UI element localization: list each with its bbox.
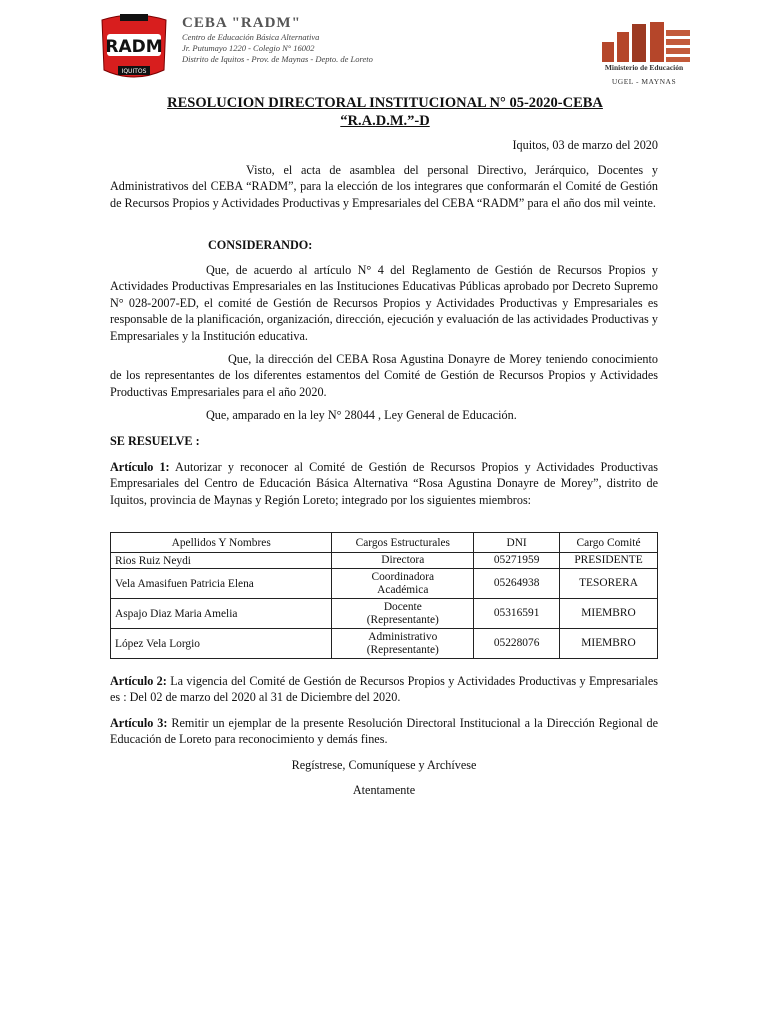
- member-dni: 05264938: [474, 569, 560, 599]
- member-dni: 05228076: [474, 629, 560, 659]
- organization-header: [182, 14, 442, 65]
- closing-line: Regístrese, Comuníquese y Archívese: [291, 758, 477, 772]
- org-line-2: Jr. Putumayo 1220 - Colegio N° 16002: [182, 43, 315, 53]
- ugel-name: UGEL - MAYNAS: [611, 77, 677, 86]
- member-cargo: [332, 553, 474, 569]
- cargo-line-2: Académica: [377, 583, 429, 596]
- member-cargo: [332, 569, 474, 599]
- header-cargos: Cargos Estructurales: [332, 533, 474, 553]
- logo-subtext: IQUITOS: [121, 68, 147, 75]
- considerando-paragraph-2: Que, la dirección del CEBA Rosa Agustina Donayre de Morey teniendo conocimiento de los representantes de los diferentes estamentos del Comité de Gestión de Recursos Propios y Actividades Productivas Empresariales para el año 2020.: [110, 352, 658, 399]
- member-cargo: [332, 599, 474, 629]
- member-comite-role: MIEMBRO: [560, 629, 658, 659]
- ministry-logo-icon: [600, 20, 692, 62]
- article-2-text: La vigencia del Comité de Gestión de Recursos Propios y Actividades Productivas y Empresariales es : Del 02 de marzo del 2020 al 31 de Diciembre del 2020.: [110, 674, 659, 705]
- article-2-label: Artículo 2:: [110, 674, 167, 688]
- considerando-paragraph-3: Que, amparado en la ley N° 28044 , Ley General de Educación.: [206, 408, 517, 422]
- title-line-2: “R.A.D.M.”-D: [340, 113, 430, 129]
- cargo-line-1: Administrativo: [368, 630, 438, 643]
- header-dni: DNI: [474, 533, 560, 553]
- table-row: [111, 569, 658, 599]
- cargo-line-1: Coordinadora: [371, 570, 435, 583]
- article-3-label: Artículo 3:: [110, 716, 168, 730]
- logo-text: RADM: [105, 37, 163, 57]
- article-3-text: Remitir un ejemplar de la presente Resolución Directoral Institucional a la Dirección Regional de Educación de Loreto para reconocimiento y demás fines.: [110, 716, 658, 747]
- visto-paragraph: Visto, el acta de asamblea del personal Directivo, Jerárquico, Docentes y Administrativos del CEBA “RADM”, para la elección de los integrares que conformarán el Comité de Gestión de Recursos Propios y Actividades Productivas y Empresariales del CEBA “RADM” para el año dos mil veinte.: [110, 163, 658, 210]
- member-comite-role: MIEMBRO: [560, 599, 658, 629]
- member-dni: 05271959: [474, 553, 560, 569]
- se-resuelve-heading: SE RESUELVE :: [110, 434, 200, 448]
- article-1-text: Autorizar y reconocer al Comité de Gestión de Recursos Propios y Actividades Productivas Empresariales del Centro de Educación Básica Alternativa “Rosa Agustina Donayre de Morey”, distrito de Iquitos, provincia de Maynas y Región Loreto; integrado por los siguientes miembros:: [110, 460, 658, 507]
- document-title: [110, 94, 660, 130]
- member-cargo: [332, 629, 474, 659]
- member-name: López Vela Lorgio: [111, 629, 332, 659]
- title-line-1: RESOLUCION DIRECTORAL INSTITUCIONAL N° 05-2020-CEBA: [167, 95, 603, 111]
- document-date: Iquitos, 03 de marzo del 2020: [512, 138, 658, 152]
- considerando-heading: CONSIDERANDO:: [208, 238, 313, 252]
- ministry-name: Ministerio de Educación: [604, 63, 684, 72]
- table-row: [111, 553, 658, 569]
- table-header-row: [111, 533, 658, 553]
- org-line-1: Centro de Educación Básica Alternativa: [182, 32, 320, 42]
- org-title: CEBA "RADM": [182, 15, 301, 31]
- cargo-line-1: Docente: [383, 600, 422, 613]
- member-comite-role: TESORERA: [560, 569, 658, 599]
- table-row: [111, 629, 658, 659]
- member-name: Aspajo Diaz Maria Amelia: [111, 599, 332, 629]
- member-name: Vela Amasifuen Patricia Elena: [111, 569, 332, 599]
- member-name: Rios Ruiz Neydi: [111, 553, 332, 569]
- cargo-line-1: Directora: [381, 554, 425, 566]
- cargo-line-2: (Representante): [366, 643, 439, 656]
- ceba-radm-logo: [98, 12, 170, 82]
- org-line-3: Distrito de Iquitos - Prov. de Maynas - Depto. de Loreto: [182, 54, 373, 64]
- header-names: Apellidos Y Nombres: [111, 533, 332, 553]
- member-dni: 05316591: [474, 599, 560, 629]
- article-1-label: Artículo 1:: [110, 460, 170, 474]
- committee-members-table: [110, 532, 658, 659]
- article-2: [110, 673, 658, 706]
- atentamente: Atentamente: [352, 783, 416, 797]
- member-comite-role: PRESIDENTE: [560, 553, 658, 569]
- article-1: [110, 459, 658, 508]
- cargo-line-2: (Representante): [366, 613, 439, 626]
- table-row: [111, 599, 658, 629]
- considerando-paragraph-1: Que, de acuerdo al artículo N° 4 del Reglamento de Gestión de Recursos Propios y Actividades Productivas Empresariales en las Instituciones Educativas Públicas aprobado por Decreto Supremo N° 028-2007-ED, el comité de Gestión de Recursos Propios y Actividades Productivas y Empresariales es responsable de la planificación, organización, dirección, ejecución y evaluación de las actividades Productivas y Empresariales y la Institución educativa.: [110, 263, 658, 343]
- article-3: [110, 715, 658, 748]
- header-cargo-comite: Cargo Comité: [560, 533, 658, 553]
